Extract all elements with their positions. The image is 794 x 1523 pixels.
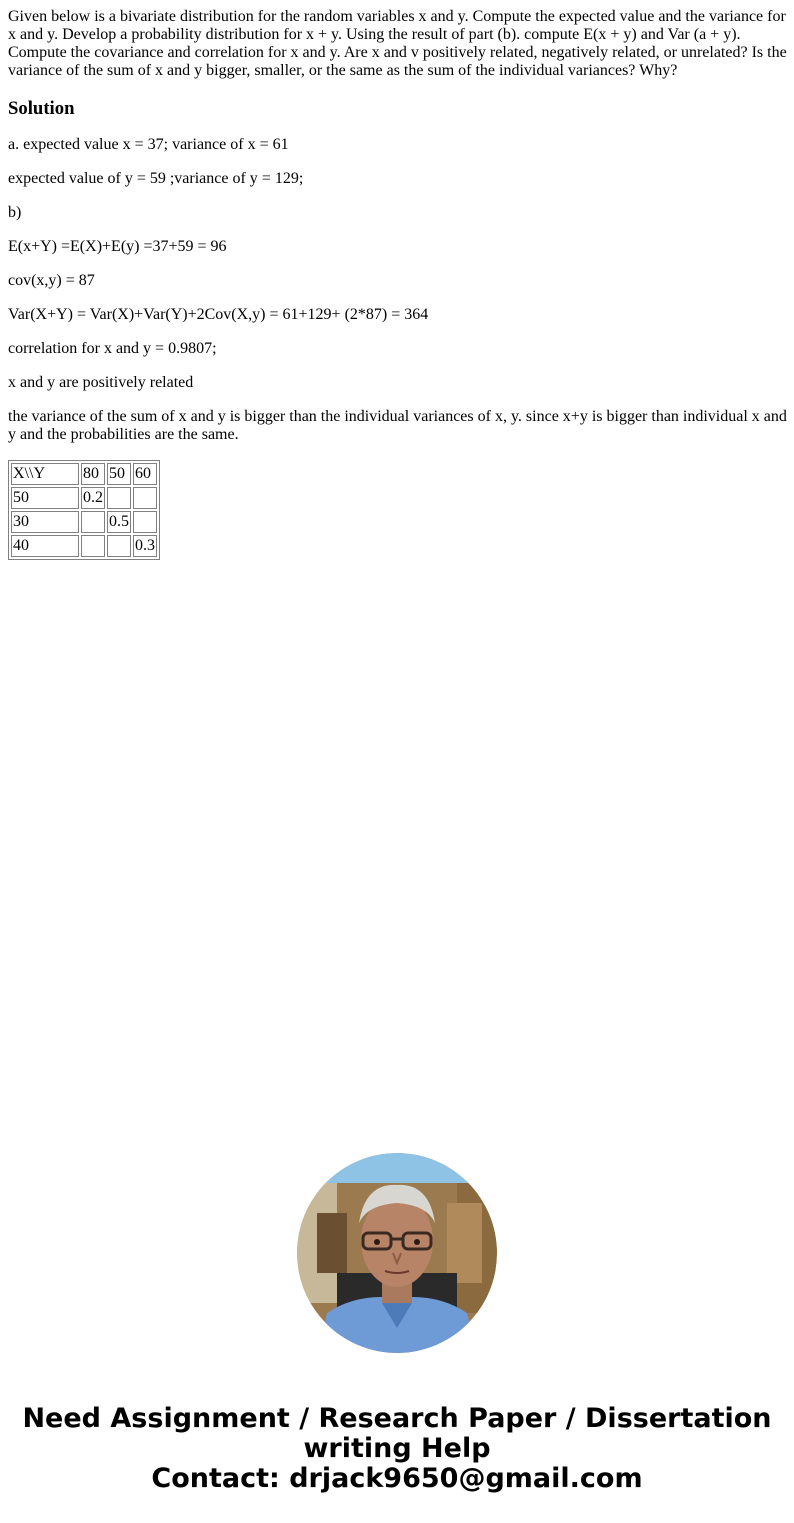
answer-line-covariance: cov(x,y) = 87 [8,272,95,289]
table-cell [81,535,105,557]
answer-line-correlation: correlation for x and y = 0.9807; [8,340,217,357]
table-row-label: 30 [11,511,79,533]
table-cell [133,511,157,533]
table-header-cell: 80 [81,463,105,485]
table-cell [107,487,131,509]
answer-line-relation: x and y are positively related [8,374,194,391]
table-row [11,487,157,509]
answer-line-expected-sum: E(x+Y) =E(X)+E(y) =37+59 = 96 [8,238,227,255]
table-corner-cell: X\\Y [11,463,79,485]
table-cell: 0.2 [81,487,105,509]
table-cell: 0.5 [107,511,131,533]
footer-line-2: writing Help [303,1433,491,1464]
bivariate-distribution-table [8,460,160,560]
table-header-cell: 50 [107,463,131,485]
answer-line-variance-explanation: the variance of the sum of x and y is bigger than the individual variances of x, y. since x+y is bigger than individual x and y and the probabilities are the same. [8,408,787,443]
table-cell [81,511,105,533]
footer-advertisement [0,1404,794,1494]
footer-contact: Contact: drjack9650@gmail.com [151,1463,643,1494]
table-row [11,535,157,557]
document-body [8,8,788,560]
table-header-cell: 60 [133,463,157,485]
table-cell: 0.3 [133,535,157,557]
answer-line-expected-y: expected value of y = 59 ;variance of y = 129; [8,170,304,187]
footer-line-1: Need Assignment / Research Paper / Dissertation [22,1403,772,1434]
table-cell [133,487,157,509]
table-header-row [11,463,157,485]
answer-line-variance-sum: Var(X+Y) = Var(X)+Var(Y)+2Cov(X,y) = 61+129+ (2*87) = 364 [8,306,429,323]
answer-line-expected-x: a. expected value x = 37; variance of x = 61 [8,136,289,153]
table-row [11,511,157,533]
table-row-label: 50 [11,487,79,509]
solution-heading: Solution [8,98,75,119]
table-cell [107,535,131,557]
author-portrait-image [297,1153,497,1353]
question-text: Given below is a bivariate distribution for the random variables x and y. Compute the expected value and the variance for x and y. Develop a probability distribution for x + y. Using the result of part (b). compute E(x + y) and Var (a + y). Compute the covariance and correlation for x and y. Are x and v positively related, negatively related, or unrelated? Is the variance of the sum of x and y bigger, smaller, or the same as the sum of the individual variances? Why? [8,8,787,79]
avatar [297,1153,497,1353]
answer-line-part-b: b) [8,204,22,221]
table-row-label: 40 [11,535,79,557]
